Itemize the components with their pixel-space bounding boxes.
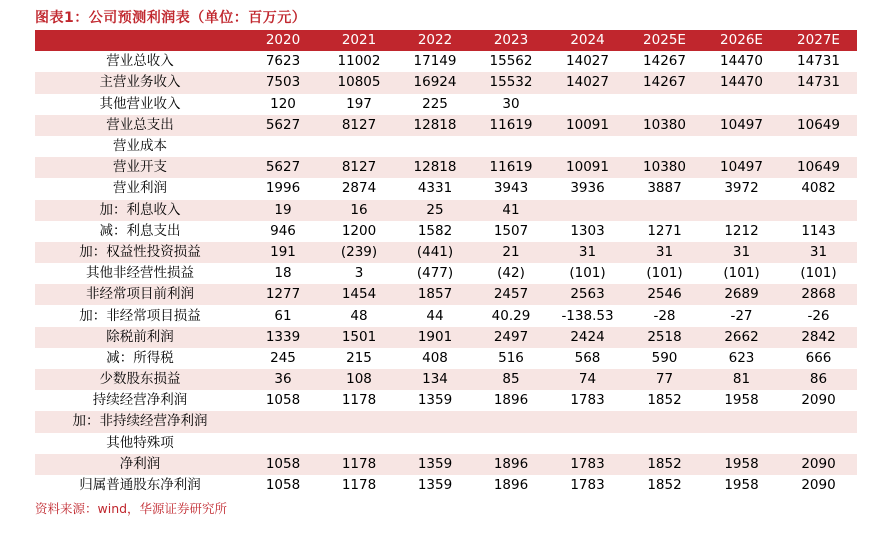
table-cell: 14731 <box>780 72 857 93</box>
row-label: 加：非经常项目损益 <box>79 307 201 324</box>
row-label: 少数股东损益 <box>35 369 245 390</box>
table-cell <box>397 433 473 454</box>
table-cell: 11619 <box>473 115 549 136</box>
header-cell-year: 2021 <box>321 30 397 51</box>
table-cell <box>780 411 857 432</box>
table-cell: 590 <box>651 349 678 366</box>
table-cell: 946 <box>270 222 296 239</box>
row-label: 非经常项目前利润 <box>35 284 245 305</box>
table-cell: 3972 <box>724 180 759 197</box>
table-row <box>35 200 857 221</box>
table-cell: 1058 <box>265 477 301 494</box>
table-cell: 44 <box>426 307 444 324</box>
table-row <box>35 348 857 369</box>
table-cell: (101) <box>569 265 606 282</box>
table-cell: 7503 <box>245 72 321 93</box>
table-row <box>35 390 857 411</box>
table-cell: 245 <box>270 349 296 366</box>
header-cell-year: 2027E <box>780 30 857 51</box>
table-row <box>35 72 857 93</box>
row-label: 营业总收入 <box>106 53 174 70</box>
table-row <box>35 178 857 199</box>
header-cell-label <box>35 30 245 51</box>
table-cell: 31 <box>549 242 626 263</box>
table-cell <box>626 94 703 115</box>
table-cell <box>703 200 780 221</box>
table-cell: 14267 <box>626 72 703 93</box>
table-cell: 4082 <box>801 180 836 197</box>
row-label: 营业利润 <box>113 180 167 197</box>
table-cell <box>703 433 780 454</box>
table-cell: 1058 <box>245 454 321 475</box>
table-cell: 14267 <box>643 53 686 70</box>
table-cell: 15532 <box>473 72 549 93</box>
table-cell: 1178 <box>321 454 397 475</box>
table-cell: 10649 <box>780 115 857 136</box>
table-cell: 17149 <box>413 53 457 70</box>
row-label: 其他非经营性损益 <box>86 265 194 282</box>
table-cell <box>549 433 626 454</box>
profit-forecast-table <box>35 30 857 496</box>
table-cell <box>703 411 780 432</box>
table-cell: 2563 <box>549 284 626 305</box>
table-cell: 2689 <box>703 284 780 305</box>
table-cell <box>397 136 473 157</box>
table-cell: 10497 <box>703 157 780 178</box>
table-cell <box>780 433 857 454</box>
table-cell: 1958 <box>724 392 759 409</box>
table-cell: 2868 <box>780 284 857 305</box>
table-cell: 2662 <box>703 327 780 348</box>
table-cell: 1277 <box>245 284 321 305</box>
table-cell: 3943 <box>493 180 529 197</box>
table-row <box>35 475 857 496</box>
table-cell: -27 <box>730 307 753 324</box>
table-cell: 408 <box>422 349 448 366</box>
table-cell: 12818 <box>397 115 473 136</box>
table-cell: 31 <box>703 242 780 263</box>
table-row <box>35 327 857 348</box>
table-cell: 1271 <box>647 222 682 239</box>
table-cell: 1852 <box>626 454 703 475</box>
table-cell: 623 <box>728 349 755 366</box>
table-cell: 14731 <box>797 53 840 70</box>
table-cell: (101) <box>723 265 760 282</box>
table-cell: 1200 <box>341 222 377 239</box>
table-cell: 1212 <box>724 222 759 239</box>
table-cell: 2457 <box>473 284 549 305</box>
row-label: 其他特殊项 <box>106 434 174 451</box>
table-cell: 10091 <box>549 115 626 136</box>
table-cell: 2842 <box>780 327 857 348</box>
row-label: 营业成本 <box>113 138 167 155</box>
table-cell <box>780 200 857 221</box>
table-cell: 11619 <box>473 157 549 178</box>
table-cell: 1783 <box>570 477 605 494</box>
table-cell <box>780 94 857 115</box>
table-cell: -28 <box>653 307 676 324</box>
table-cell: 81 <box>703 369 780 390</box>
table-cell: 1339 <box>245 327 321 348</box>
table-cell <box>626 136 703 157</box>
table-cell: 197 <box>346 95 372 112</box>
table-cell: 7623 <box>265 53 301 70</box>
table-cell: 1178 <box>341 392 377 409</box>
table-cell <box>321 411 397 432</box>
table-cell: 10091 <box>549 157 626 178</box>
figure-title: 图表1：公司预测利润表（单位：百万元） <box>35 10 307 26</box>
table-cell: 191 <box>245 242 321 263</box>
table-cell: 1901 <box>397 327 473 348</box>
table-cell: 16 <box>321 200 397 221</box>
table-cell: 10649 <box>780 157 857 178</box>
table-cell <box>245 433 321 454</box>
table-cell: -26 <box>807 307 830 324</box>
table-cell: 3936 <box>570 180 605 197</box>
table-cell: 30 <box>502 95 520 112</box>
table-row <box>35 242 857 263</box>
table-cell: 2874 <box>341 180 377 197</box>
table-cell: 31 <box>626 242 703 263</box>
row-label: 除税前利润 <box>35 327 245 348</box>
table-cell: 2090 <box>780 454 857 475</box>
table-row <box>35 305 857 326</box>
table-cell: -138.53 <box>561 307 614 324</box>
row-label: 减：利息支出 <box>99 222 181 239</box>
table-cell: 10497 <box>703 115 780 136</box>
table-cell: (239) <box>321 242 397 263</box>
table-cell <box>626 200 703 221</box>
table-cell: 1501 <box>321 327 397 348</box>
table-cell: 4331 <box>417 180 453 197</box>
table-cell: 2546 <box>626 284 703 305</box>
table-cell: 10805 <box>321 72 397 93</box>
table-cell: 1582 <box>417 222 453 239</box>
header-cell-year: 2025E <box>626 30 703 51</box>
table-row <box>35 157 857 178</box>
table-cell: 1359 <box>417 392 453 409</box>
table-row <box>35 136 857 157</box>
row-label: 减：所得税 <box>106 349 174 366</box>
table-cell: 2090 <box>801 392 836 409</box>
table-cell: 14470 <box>720 53 763 70</box>
row-label: 净利润 <box>35 454 245 475</box>
table-cell: 1143 <box>801 222 836 239</box>
table-cell: (441) <box>397 242 473 263</box>
row-label: 加：利息收入 <box>35 200 245 221</box>
table-cell: 21 <box>473 242 549 263</box>
row-label: 加：权益性投资损益 <box>35 242 245 263</box>
table-cell: 31 <box>780 242 857 263</box>
table-cell: 36 <box>245 369 321 390</box>
table-cell: 48 <box>350 307 368 324</box>
table-cell <box>245 411 321 432</box>
row-label: 营业总支出 <box>35 115 245 136</box>
table-cell <box>549 136 626 157</box>
table-cell: 2090 <box>801 477 836 494</box>
table-cell <box>549 94 626 115</box>
table-cell: 2424 <box>549 327 626 348</box>
table-cell: 8127 <box>321 115 397 136</box>
table-cell: 1178 <box>341 477 377 494</box>
row-label: 持续经营净利润 <box>92 392 188 409</box>
table-cell: 41 <box>473 200 549 221</box>
table-cell: 14027 <box>549 72 626 93</box>
table-cell <box>473 136 549 157</box>
table-cell: 10380 <box>626 157 703 178</box>
table-cell: 108 <box>321 369 397 390</box>
table-cell: 18 <box>274 265 292 282</box>
row-label: 其他营业收入 <box>99 95 181 112</box>
row-label: 归属普通股东净利润 <box>79 477 201 494</box>
table-cell: 1507 <box>493 222 529 239</box>
table-cell <box>473 433 549 454</box>
header-row <box>35 30 857 51</box>
table-cell: 14470 <box>703 72 780 93</box>
table-cell <box>321 433 397 454</box>
table-cell: 1852 <box>647 392 682 409</box>
table-cell <box>473 411 549 432</box>
table-cell: 40.29 <box>491 307 531 324</box>
table-cell: 1303 <box>570 222 605 239</box>
header-cell-year: 2022 <box>397 30 473 51</box>
table-cell <box>549 411 626 432</box>
table-cell: 1896 <box>493 477 529 494</box>
table-cell <box>397 411 473 432</box>
table-cell: 8127 <box>321 157 397 178</box>
table-cell: 12818 <box>397 157 473 178</box>
table-cell: 516 <box>498 349 524 366</box>
table-cell: 1896 <box>473 454 549 475</box>
table-cell: 11002 <box>337 53 381 70</box>
table-row <box>35 115 857 136</box>
table-cell <box>626 411 703 432</box>
table-cell: 5627 <box>245 115 321 136</box>
table-cell: 2497 <box>473 327 549 348</box>
table-row <box>35 369 857 390</box>
table-row <box>35 411 857 432</box>
table-cell: 61 <box>274 307 292 324</box>
table-cell <box>245 136 321 157</box>
table-cell <box>703 94 780 115</box>
table-cell: 215 <box>346 349 372 366</box>
source-note: 资料来源：wind，华源证券研究所 <box>35 501 228 516</box>
table-cell: 16924 <box>397 72 473 93</box>
table-cell: 14027 <box>566 53 609 70</box>
table-cell: 1454 <box>321 284 397 305</box>
table-cell <box>549 200 626 221</box>
table-cell: 1958 <box>703 454 780 475</box>
table-cell <box>780 136 857 157</box>
table-cell: 1783 <box>570 392 605 409</box>
table-row <box>35 454 857 475</box>
header-cell-year: 2026E <box>703 30 780 51</box>
table-cell: (101) <box>646 265 683 282</box>
table-cell: 120 <box>270 95 296 112</box>
row-label: 主营业务收入 <box>35 72 245 93</box>
table-cell: 1857 <box>397 284 473 305</box>
header-cell-year: 2024 <box>549 30 626 51</box>
row-label: 营业开支 <box>35 157 245 178</box>
table-row <box>35 433 857 454</box>
table-cell: (101) <box>800 265 837 282</box>
table-cell: 134 <box>397 369 473 390</box>
table-row <box>35 221 857 242</box>
header-cell-year: 2023 <box>473 30 549 51</box>
table-cell <box>321 136 397 157</box>
table-cell: 3887 <box>647 180 682 197</box>
table-row <box>35 51 857 72</box>
table-cell: 19 <box>245 200 321 221</box>
table-cell: (42) <box>497 265 525 282</box>
table-cell: 86 <box>780 369 857 390</box>
table-cell: 74 <box>549 369 626 390</box>
table-cell: 77 <box>626 369 703 390</box>
table-cell: 10380 <box>626 115 703 136</box>
table-cell <box>703 136 780 157</box>
table-cell <box>626 433 703 454</box>
table-cell: 1359 <box>417 477 453 494</box>
table-row <box>35 284 857 305</box>
table-cell: 1058 <box>265 392 301 409</box>
table-cell: 666 <box>805 349 832 366</box>
table-cell: 1359 <box>397 454 473 475</box>
table-cell: 1852 <box>647 477 682 494</box>
table-cell: 3 <box>354 265 364 282</box>
table-cell: 568 <box>574 349 601 366</box>
table-cell: 2518 <box>626 327 703 348</box>
table-cell: (477) <box>416 265 454 282</box>
table-cell: 15562 <box>489 53 533 70</box>
table-cell: 1996 <box>265 180 301 197</box>
table-cell: 1896 <box>493 392 529 409</box>
row-label: 加：非持续经营净利润 <box>35 411 245 432</box>
table-cell: 5627 <box>245 157 321 178</box>
table-cell: 25 <box>397 200 473 221</box>
header-cell-year: 2020 <box>245 30 321 51</box>
table-cell: 1958 <box>724 477 759 494</box>
table-cell: 85 <box>473 369 549 390</box>
table-cell: 225 <box>422 95 448 112</box>
table-row <box>35 263 857 284</box>
table-cell: 1783 <box>549 454 626 475</box>
table-row <box>35 94 857 115</box>
